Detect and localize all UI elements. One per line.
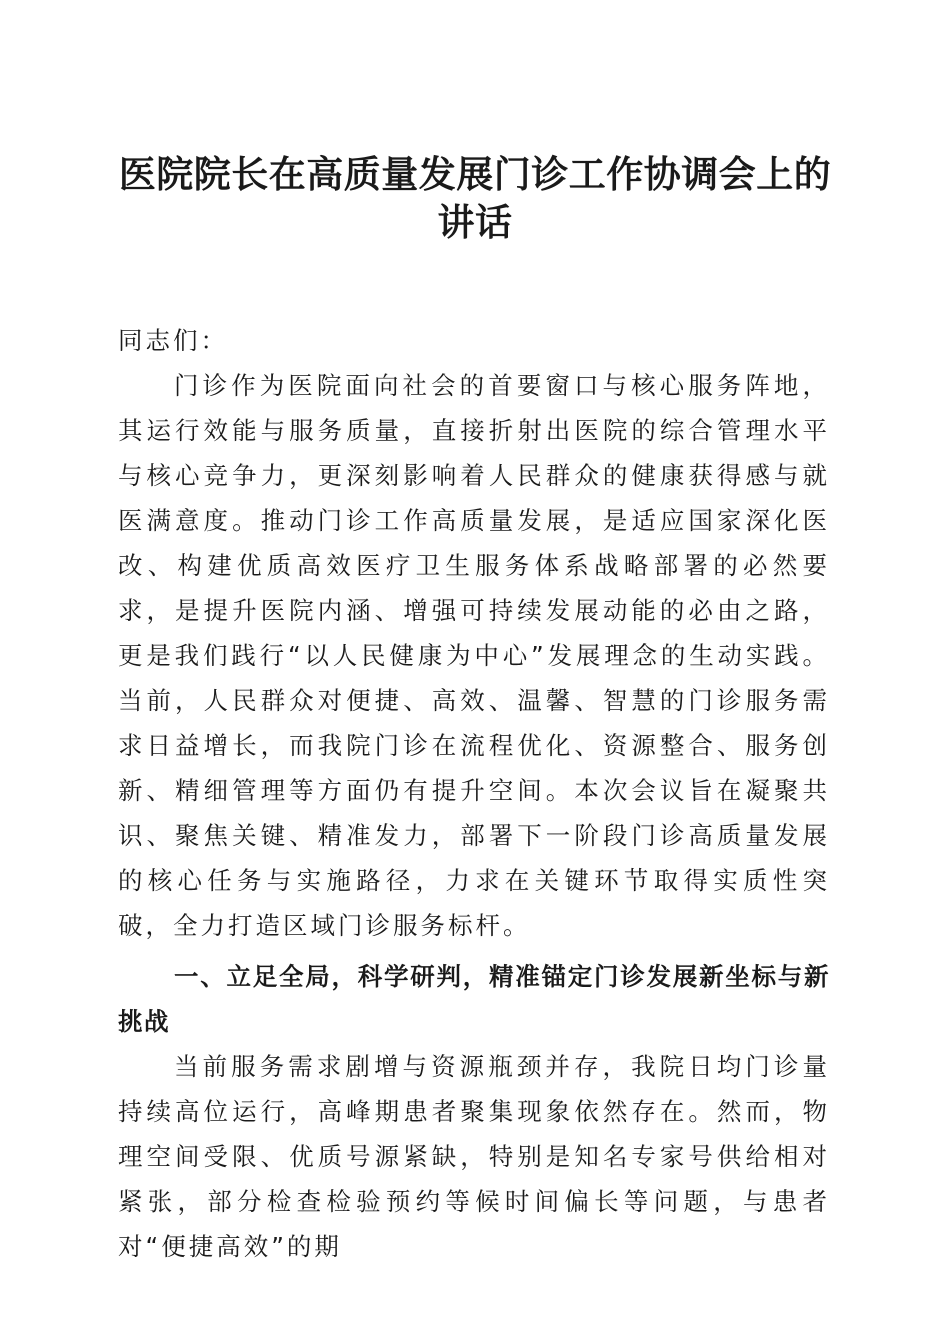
document-body <box>118 318 830 1269</box>
intro-paragraph: 门诊作为医院面向社会的首要窗口与核心服务阵地，其运行效能与服务质量，直接折射出医院的综合管理水平与核心竞争力，更深刻影响着人民群众的健康获得感与就医满意度。推动门诊工作高质量发展，是适应国家深化医改、构建优质高效医疗卫生服务体系战略部署的必然要求，是提升医院内涵、增强可持续发展动能的必由之路，更是我们践行“以人民健康为中心”发展理念的生动实践。当前，人民群众对便捷、高效、温馨、智慧的门诊服务需求日益增长，而我院门诊在流程优化、资源整合、服务创新、精细管理等方面仍有提升空间。本次会议旨在凝聚共识、聚焦关键、精准发力，部署下一阶段门诊高质量发展的核心任务与实施路径，力求在关键环节取得实质性突破，全力打造区域门诊服务标杆。 <box>118 371 830 940</box>
salutation: 同志们： <box>118 326 228 355</box>
section-heading-1: 一、立足全局，科学研判，精准锚定门诊发展新坐标与新挑战 <box>118 962 830 1036</box>
section-1-paragraph: 当前服务需求剧增与资源瓶颈并存，我院日均门诊量持续高位运行，高峰期患者聚集现象依然存在。然而，物理空间受限、优质号源紧缺，特别是知名专家号供给相对紧张，部分检查检验预约等候时间偏长等问题，与患者对“便捷高效”的期 <box>118 1052 830 1261</box>
document-title: 医院院长在高质量发展门诊工作协调会上的讲话 <box>118 152 832 244</box>
